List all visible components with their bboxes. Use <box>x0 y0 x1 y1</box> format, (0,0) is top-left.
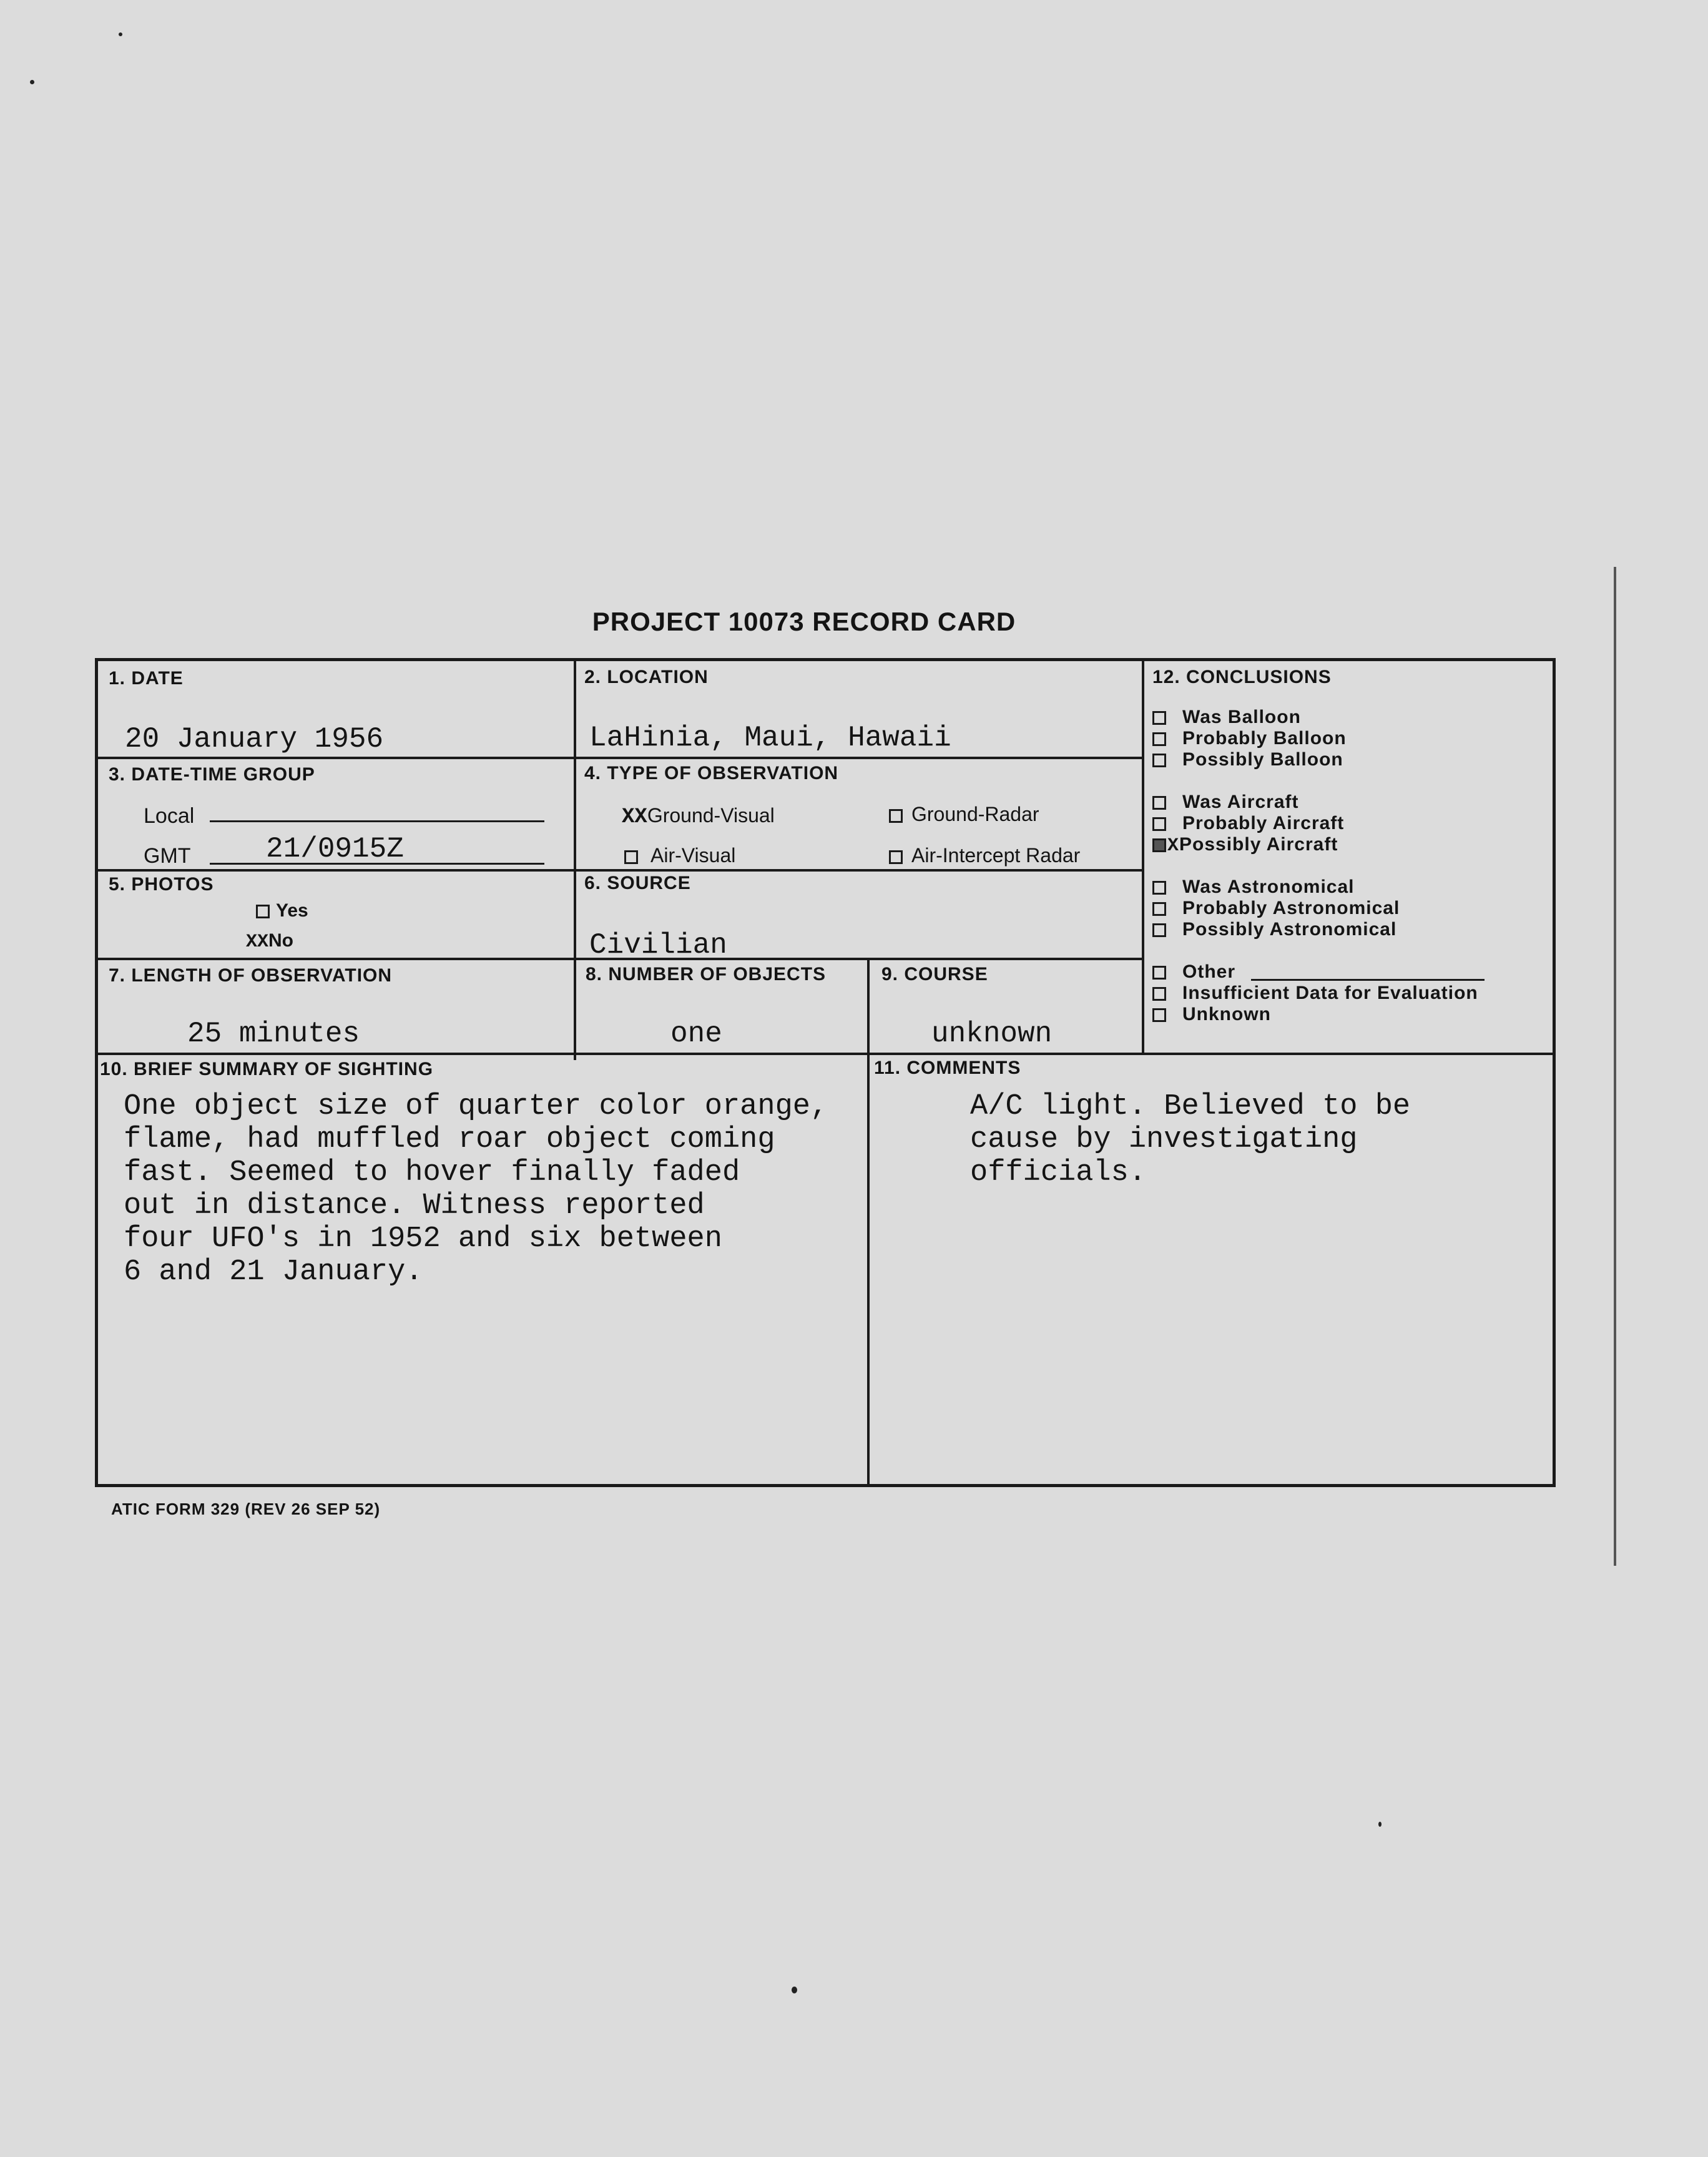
checkbox <box>1152 1008 1166 1022</box>
location-label: 2. LOCATION <box>584 667 709 687</box>
card-title: PROJECT 10073 RECORD CARD <box>592 607 1016 636</box>
photos-yes-option <box>256 900 308 921</box>
divider <box>1142 661 1144 1053</box>
checkbox <box>1152 732 1166 746</box>
source-value: Civilian <box>589 929 727 961</box>
photos-yes-checkbox <box>256 905 270 918</box>
option-text: Probably Aircraft <box>1182 813 1345 833</box>
ground-visual-option <box>622 804 775 829</box>
checkbox <box>1152 902 1166 916</box>
option-text: Unknown <box>1182 1004 1271 1024</box>
divider <box>574 959 576 1053</box>
air-intercept-text: Air-Intercept Radar <box>911 844 1081 867</box>
option-text: Was Aircraft <box>1182 792 1299 812</box>
course-value: unknown <box>931 1018 1053 1050</box>
air-visual-option <box>624 844 735 867</box>
checkbox <box>1152 817 1166 831</box>
conclusion-possibly-aircraft <box>1152 834 1338 857</box>
ground-radar-text: Ground-Radar <box>911 803 1039 825</box>
divider <box>97 757 1142 759</box>
air-intercept-option <box>889 844 1080 867</box>
possibly-aircraft-checkmark: X <box>1167 835 1180 857</box>
card-edge <box>1614 567 1616 1566</box>
local-label: Local <box>144 804 195 828</box>
comments-label: 11. COMMENTS <box>874 1058 1021 1078</box>
checkbox <box>1152 923 1166 937</box>
air-visual-checkbox <box>624 850 638 864</box>
conclusion-probably-astronomical <box>1152 898 1400 919</box>
gmt-value: 21/0915Z <box>266 833 404 865</box>
conclusions-label: 12. CONCLUSIONS <box>1152 667 1332 687</box>
divider <box>867 959 870 1485</box>
ground-radar-checkbox <box>889 809 903 823</box>
checkbox <box>1152 881 1166 895</box>
conclusion-probably-aircraft <box>1152 813 1344 834</box>
objects-value: one <box>670 1018 722 1050</box>
conclusion-insufficient <box>1152 983 1478 1004</box>
dtg-label: 3. DATE-TIME GROUP <box>109 764 315 785</box>
checkbox <box>1152 711 1166 725</box>
option-text: Possibly Astronomical <box>1182 919 1397 940</box>
checkbox <box>1152 796 1166 810</box>
option-text: Insufficient Data for Evaluation <box>1182 983 1478 1003</box>
conclusion-was-aircraft <box>1152 792 1299 813</box>
divider <box>97 1053 1553 1055</box>
source-label: 6. SOURCE <box>584 873 691 893</box>
date-value: 20 January 1956 <box>125 723 384 755</box>
checkbox-checked <box>1152 838 1166 852</box>
option-text: Other <box>1182 961 1236 982</box>
comments-text: A/C light. Believed to be cause by investigating officials. <box>970 1090 1411 1189</box>
conclusion-probably-balloon <box>1152 728 1347 749</box>
photos-no-text: No <box>268 930 294 951</box>
conclusion-other <box>1152 961 1235 983</box>
conclusion-unknown <box>1152 1004 1271 1025</box>
divider <box>97 869 1142 872</box>
course-label: 9. COURSE <box>881 964 988 985</box>
observation-label: 4. TYPE OF OBSERVATION <box>584 763 839 784</box>
location-value: LaHinia, Maui, Hawaii <box>589 722 951 754</box>
scan-speck <box>792 1987 797 1993</box>
conclusion-possibly-astronomical <box>1152 919 1396 940</box>
option-text: Probably Balloon <box>1182 728 1347 749</box>
objects-label: 8. NUMBER OF OBJECTS <box>586 964 827 985</box>
option-text: Was Astronomical <box>1182 877 1355 897</box>
ground-visual-checkmark: XX <box>622 805 647 829</box>
length-value: 25 minutes <box>187 1018 360 1050</box>
summary-label: 10. BRIEF SUMMARY OF SIGHTING <box>100 1059 434 1079</box>
summary-text: One object size of quarter color orange, flame, had muffled roar object coming fast. Seemed to hover finally faded out in distance. Witness reported four UFO's in 1952 and six between 6 and 21 January. <box>124 1090 828 1289</box>
other-field-line <box>1251 979 1485 981</box>
checkbox <box>1152 754 1166 767</box>
option-text: Was Balloon <box>1182 707 1301 727</box>
air-visual-text: Air-Visual <box>650 844 736 867</box>
conclusion-was-astronomical <box>1152 877 1355 898</box>
photos-yes-text: Yes <box>276 900 308 921</box>
photos-label: 5. PHOTOS <box>109 874 214 895</box>
length-label: 7. LENGTH OF OBSERVATION <box>109 965 393 986</box>
air-intercept-checkbox <box>889 850 903 864</box>
option-text: Possibly Aircraft <box>1179 834 1338 855</box>
ground-visual-text: Ground-Visual <box>647 804 775 827</box>
date-label: 1. DATE <box>109 668 184 689</box>
scan-speck <box>1378 1822 1382 1827</box>
ground-radar-option <box>889 803 1039 826</box>
local-field-line <box>210 820 544 822</box>
scan-speck <box>30 80 34 84</box>
gmt-label: GMT <box>144 844 191 868</box>
conclusion-was-balloon <box>1152 707 1301 728</box>
photos-no-checkmark: XX <box>246 931 269 953</box>
checkbox <box>1152 987 1166 1001</box>
conclusion-possibly-balloon <box>1152 749 1343 770</box>
option-text: Possibly Balloon <box>1182 749 1343 770</box>
scan-speck <box>119 32 122 36</box>
form-id: ATIC FORM 329 (REV 26 SEP 52) <box>111 1500 381 1518</box>
option-text: Probably Astronomical <box>1182 898 1400 918</box>
photos-no-option <box>246 930 293 953</box>
checkbox <box>1152 966 1166 980</box>
